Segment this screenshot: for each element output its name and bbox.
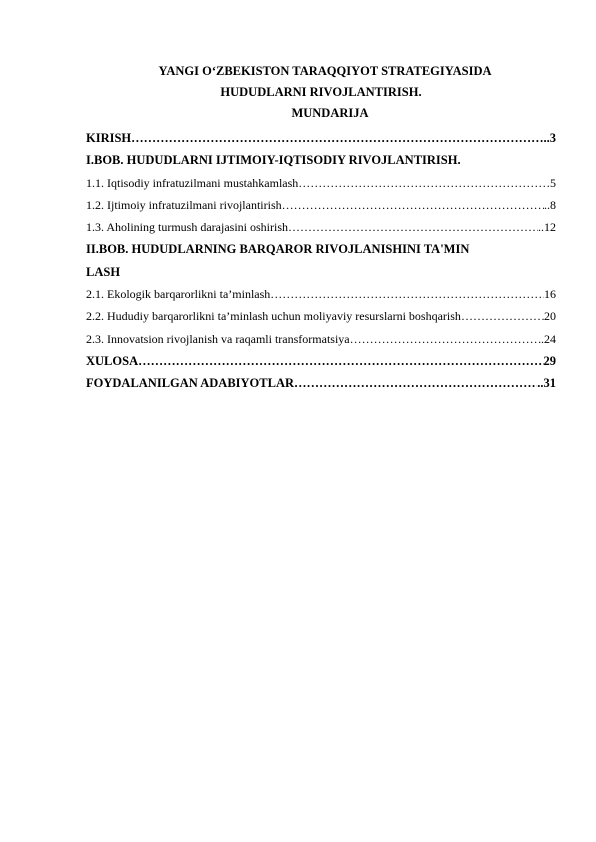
toc-entry-page: 16 [544, 287, 556, 302]
dot-leader [350, 328, 541, 350]
toc-entry-page: 20 [544, 309, 556, 324]
toc-entry-label: 2.3. Innovatsion rivojlanish va raqamli transformatsiya [86, 331, 350, 346]
toc-entry-section-2-2 [86, 305, 556, 327]
dot-leader [461, 305, 544, 327]
dot-leader [270, 283, 544, 305]
dot-leader [282, 194, 544, 216]
table-of-contents [86, 127, 556, 395]
dot-leader [294, 372, 537, 394]
toc-entry-page: 5 [550, 175, 556, 190]
toc-entry-label: 2.2. Hududiy barqarorlikni ta’minlash uchun moliyaviy resurslarni boshqarish [86, 309, 461, 324]
toc-entry-page: 29 [543, 353, 556, 368]
dot-leader [298, 172, 550, 194]
toc-entry-label: KIRISH [86, 131, 132, 145]
toc-entry-section-2-3 [86, 328, 556, 350]
toc-entry-label: XULOSA [86, 353, 139, 368]
toc-entry-page: .24 [541, 331, 556, 346]
dot-leader [288, 216, 538, 238]
toc-entry-section-1-1 [86, 172, 556, 194]
document-page [86, 62, 556, 395]
document-title-line-1: YANGI O‘ZBEKISTON TARAQQIYOT STRATEGIYASIDA [158, 64, 492, 78]
toc-entry-label: 1.3. Aholining turmush darajasini oshirish [86, 220, 288, 235]
toc-entry-page: ..12 [538, 220, 556, 235]
toc-chapter-2-heading-line-2: LASH [86, 264, 121, 279]
toc-entry-page: ..31 [537, 376, 556, 391]
toc-entry-label: FOYDALANILGAN ADABIYOTLAR [86, 376, 295, 391]
document-title-line-2: HUDUDLARNI RIVOJLANTIRISH. [220, 85, 422, 99]
toc-entry-label: 2.1. Ekologik barqarorlikni ta’minlash [86, 287, 271, 302]
toc-entry-intro [86, 127, 556, 149]
toc-entry-section-1-3 [86, 216, 556, 238]
toc-heading: MUNDARIJA [291, 106, 369, 120]
toc-entry-section-1-2 [86, 194, 556, 216]
dot-leader [138, 350, 543, 372]
toc-entry-references [86, 372, 556, 394]
toc-chapter-2-heading-line-1: II.BOB. HUDUDLARNING BARQAROR RIVOJLANISHINI TA'MIN [86, 242, 470, 257]
toc-entry-label: 1.2. Ijtimoiy infratuzilmani rivojlantirish [86, 197, 282, 212]
toc-entry-section-2-1 [86, 283, 556, 305]
toc-entry-page: ..8 [544, 197, 556, 212]
toc-entry-conclusion [86, 350, 556, 372]
toc-entry-label: 1.1. Iqtisodiy infratuzilmani mustahkamlash [86, 175, 299, 190]
toc-entry-page: ..3 [543, 131, 556, 145]
toc-chapter-1-heading: I.BOB. HUDUDLARNI IJTIMOIY-IQTISODIY RIVOJLANTIRISH. [86, 153, 461, 168]
dot-leader [131, 127, 543, 149]
